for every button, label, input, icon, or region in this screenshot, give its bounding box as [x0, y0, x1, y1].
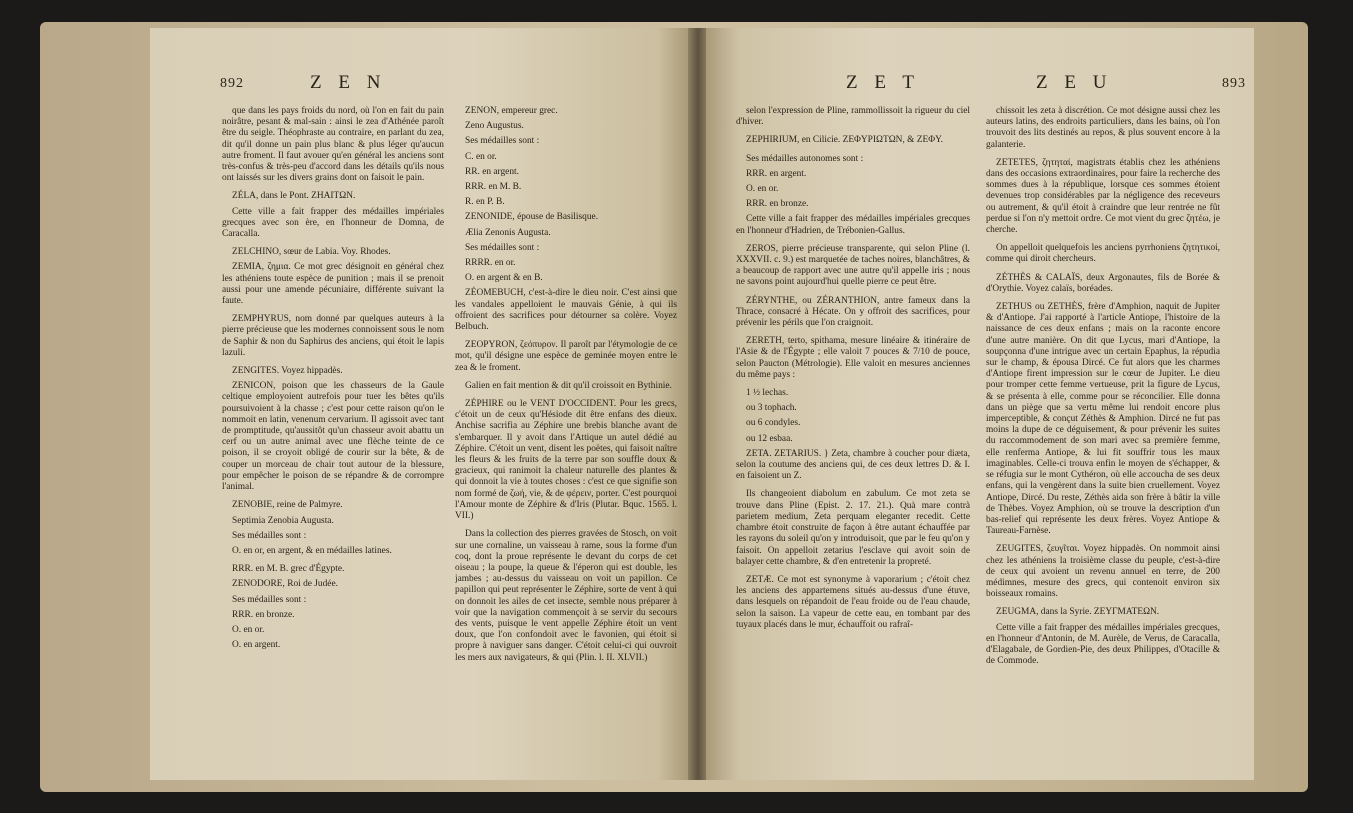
- text-paragraph: ou 6 condyles.: [746, 418, 801, 429]
- text-paragraph: O. en or.: [232, 624, 265, 635]
- text-paragraph: ZÉRYNTHE, ou ZÉRANTHION, antre fameux dans la Thrace, consacré à Hécate. On y offroit des sacrifices, pour prévenir les périls que l'on craignoit.: [736, 295, 970, 329]
- left-page: [150, 28, 690, 780]
- text-paragraph: Cette ville a fait frapper des médailles impériales grecques en l'honneur d'Hadrien, de Trébonien-Gallus.: [736, 214, 970, 236]
- left-running-head: Z E N: [310, 72, 387, 93]
- text-paragraph: C. en or.: [465, 151, 497, 162]
- text-paragraph: RRR. en M. B. grec d'Égypte.: [232, 564, 345, 575]
- text-paragraph: ZENICON, poison que les chasseurs de la Gaule celtique employoient autrefois pour tuer les bêtes qu'ils poursuivoient à la chasse ; c'est pour cette raison qu'on le nommoit en latin, venenum cervarium. Il agissoit avec tant de promptitude, qu'aussitôt qu'un chasseur avoit abattu un cerf ou un autre animal avec une flèche teinte de ce poison, il se croyoit obligé de courir sur la bête, & de couper un morceau de chair tout autour de la blessure, pour empêcher le poison de se répandre & de corrompre l'animal.: [222, 381, 444, 493]
- text-paragraph: RRR. en argent.: [746, 168, 807, 179]
- text-paragraph: Ses médailles sont :: [465, 242, 540, 253]
- text-paragraph: ZÉTHÈS & CALAÏS, deux Argonautes, fils de Borée & d'Orythie. Voyez calaïs, boréades.: [986, 272, 1220, 294]
- text-paragraph: RRR. en bronze.: [232, 609, 295, 620]
- text-paragraph: ZELCHINO, sœur de Labia. Voy. Rhodes.: [232, 247, 391, 258]
- text-paragraph: ZENOBIE, reine de Palmyre.: [232, 500, 343, 511]
- text-paragraph: RRRR. en or.: [465, 258, 516, 269]
- text-paragraph: ZETÆ. Ce mot est synonyme à vaporarium ; c'étoit chez les anciens des appartemens situés au-dessus d'une étuve, dans lesquels on répandoit de l'eau froide ou de l'eau chaude, selon la saison. La vapeur de cette eau, en tombant par des tuyaux placés dans le mur, échauffoit ou rafraî-: [736, 574, 970, 630]
- text-paragraph: Ils changeoient diabolum en zabulum. Ce mot zeta se trouve dans Pline (Epist. 2. 17. 21.). Quà mare contrà parietem medium, Zeta perquam eleganter recedit. Cette chambre étoit construite de façon à être autant échauffée par les rayons du soleil qu'on y introduisoit, que par le feu qu'on y faisoit. On appelloit zetarius l'esclave qui avoit soin de balayer cette chambre, & d'en entretenir la propreté.: [736, 489, 970, 567]
- text-paragraph: RRR. en bronze.: [746, 199, 809, 210]
- text-paragraph: R. en P. B.: [465, 197, 505, 208]
- right-page: [706, 28, 1254, 780]
- text-paragraph: ZEUGMA, dans la Syrie. ZEYΓMATEΩN.: [996, 607, 1160, 618]
- text-paragraph: ZETETES, ζητηταί, magistrats établis chez les athéniens dans des occasions extraordinaires, pour faire la recherche des sommes dues à la république, lorsque ces sommes étoient devenues trop considérables par la négligence des receveurs ou autrement, & qu'il étoit à craindre que leur rentrée ne fût perdue si l'on n'y mettoit ordre. Ce mot vient du grec ζητέω, je cherche.: [986, 157, 1220, 236]
- text-paragraph: ou 3 tophach.: [746, 403, 797, 414]
- text-paragraph: ZEPHIRIUM, en Cilicie. ZEΦYPIΩTΩN, & ZEΦY.: [746, 135, 943, 146]
- text-paragraph: ZEROS, pierre précieuse transparente, qui selon Pline (l. XXXVII. c. 9.) est marquetée de taches noires, blanchâtres, & a beaucoup de rapport avec une autre qu'il appelle iris ; nous ne savons point aujourd'hui quelle pierre ce peut être.: [736, 243, 970, 288]
- text-paragraph: ZENGITES. Voyez hippadès.: [232, 366, 343, 377]
- text-paragraph: O. en or.: [746, 184, 779, 195]
- text-paragraph: O. en argent & en B.: [465, 273, 543, 284]
- left-column-1: [222, 106, 444, 780]
- text-paragraph: ZETHUS ou ZETHÈS, frère d'Amphion, naquit de Jupiter & d'Antiope. J'ai rapporté à l'article Antiope, l'histoire de la naissance de ces deux enfans ; mais on la raconte encore d'une autre manière. On dit que Lycus, mari d'Antiope, la soupçonna d'une intrigue avec un certain Epaphus, la répudia sur le champ, & épousa Dircé. Ce fut alors que les charmes d'Antiope firent impression sur le cœur de Jupiter. Le dieu pour tromper cette femme vertueuse, prit la figure de Lycus, & se présenta à elle, comme pour se réconcilier. Elle donna dans un piège que sa vertu même lui rendoit encore plus imperceptible, & conçut Zéthès & Amphion. Dircé ne fut pas moins la dupe de ce déguisement, & pour prévenir les suites du raccommodement de son mari avec sa première femme, elle renferma Antiope, & lui fit souffrir tous les maux imaginables. Celle-ci trouva enfin le moyen de s'échapper, & se réfugia sur le mont Cythéron, où elle accoucha de ses deux enfans, qui la vengèrent dans la suite bien cruellement. Voyez Antiope, Dircé. Du reste, Zéthès aida son frère à bâtir la ville de Thèbes. Voyez Amphion, où se trouve la description d'un bas-relief qui représente les deux frères. Voyez Antiope & Taureau-Farnèse.: [986, 302, 1220, 537]
- text-paragraph: ZETA. ZETARIUS. } Zeta, chambre à coucher pour diæta, selon la coutume des anciens qui, de ces deux lettres D. & I. en faisoient un Z.: [736, 448, 970, 482]
- text-paragraph: ZÉOMEBUCH, c'est-à-dire le dieu noir. C'est ainsi que les vandales appelloient le mauvais Génie, à qui ils offroient des sacrifices pour détourner sa colère. Voyez Belbuch.: [455, 288, 677, 333]
- text-paragraph: ZÉLA, dans le Pont. ZHAITΩN.: [232, 191, 356, 202]
- right-running-head-right: Z E U: [1036, 72, 1113, 93]
- text-paragraph: Galien en fait mention & dit qu'il croissoit en Bythinie.: [465, 380, 672, 391]
- text-paragraph: ZÉNON, empereur grec.: [465, 106, 558, 116]
- text-paragraph: RRR. en M. B.: [465, 182, 522, 193]
- text-paragraph: Ses médailles autonomes sont :: [746, 153, 864, 164]
- left-page-number: 892: [220, 76, 244, 91]
- text-paragraph: ZEOPYRON, ζεόπυρον. Il paroît par l'étymologie de ce mot, qu'il désigne une espèce de geminée moyen entre le zea & le froment.: [455, 340, 677, 373]
- text-paragraph: Ses médailles sont :: [465, 136, 540, 147]
- right-column-1: [736, 106, 970, 780]
- text-paragraph: Zeno Augustus.: [465, 121, 524, 132]
- right-running-head-left: Z E T: [846, 72, 920, 93]
- text-paragraph: Ælia Zenonis Augusta.: [465, 227, 551, 238]
- book-gutter: [688, 28, 708, 780]
- text-paragraph: Septimia Zenobia Augusta.: [232, 515, 334, 526]
- text-paragraph: ZEUGITES, ζευγῖται. Voyez hippadès. On nommoit ainsi chez les athéniens la troisième classe du peuple, c'est-à-dire de ceux qui avoient un revenu annuel en terre, de 200 médimnes, mesure des grecs, qui contenoit environ six boisseaux romains.: [986, 544, 1220, 600]
- left-column-2: [455, 106, 677, 780]
- right-page-number: 893: [1222, 76, 1246, 91]
- text-paragraph: Ses médailles sont :: [232, 530, 307, 541]
- right-column-2: [986, 106, 1220, 780]
- text-paragraph: ZÉPHIRE ou le VENT D'OCCIDENT. Pour les grecs, c'étoit un de ceux qu'Hésiode dit être enfans des dieux. Anchise sacrifia au Zéphire une brebis blanche avant de s'embarquer. Il y avoit dans l'Attique un autel dédié au Zéphire. C'étoit un vent, disent les poëtes, qui faisoit naître les fleurs & les fruits de la terre par son souffle doux & gracieux, qui ranimoit la chaleur naturelle des plantes & qui donnoit la vie à toutes choses : c'est ce que signifie son nom formé de ζωή, vie, & de φέρειν, porter. C'est pourquoi l'Amour monte de Zéphire & d'Iris (Plutar. Bquc. 1565. l. VII.): [455, 399, 677, 522]
- text-paragraph: selon l'expression de Pline, rammollissoit la rigueur du ciel d'hiver.: [736, 106, 970, 128]
- text-paragraph: Cette ville a fait frapper des médailles impériales grecques avec son ère, en l'honneur de Domna, de Caracalla.: [222, 206, 444, 240]
- text-paragraph: Cette ville a fait frapper des médailles impériales grecques, en l'honneur d'Antonin, de M. Aurèle, de Verus, de Caracalla, d'Elagabale, de Gordien-Pie, des deux Philippes, d'Otacille & de Commode.: [986, 622, 1220, 667]
- text-paragraph: RR. en argent.: [465, 166, 519, 177]
- text-paragraph: ZEMIA, ζημια. Ce mot grec désignoit en général chez les athéniens toute espèce de punition ; mais il se prenoit aussi pour une amende pécuniaire, différente suivant la faute.: [222, 262, 444, 307]
- text-paragraph: ou 12 esbaa.: [746, 433, 793, 444]
- text-paragraph: ZENONIDE, épouse de Basilisque.: [465, 212, 599, 223]
- text-paragraph: ZERETH, terto, spithama, mesure linéaire & itinéraire de l'Asie & de l'Égypte ; elle valoit 7 pouces & 7/10 de pouce, selon Paucton (Métrologie). Elle valoit en mesures anciennes du même pays :: [736, 336, 970, 380]
- text-paragraph: Ses médailles sont :: [232, 594, 307, 605]
- text-paragraph: ZENODORE, Roi de Judée.: [232, 579, 338, 590]
- text-paragraph: chissoit les zeta à discrétion. Ce mot désigne aussi chez les auteurs latins, des endroits particuliers, dans les bains, où l'on trouvoit des lits destinés au repos, & plus souvent encore à la galanterie.: [986, 106, 1220, 150]
- text-paragraph: que dans les pays froids du nord, où l'on en fait du pain noirâtre, pesant & mal-sain : ainsi le zea d'Athénée paroît être du seigle. Théophraste au contraire, en parlant du zea, dit qu'il donne un pain plus blanc & plus léger qu'aucun autre froment. Il faut avouer qu'en général les anciens sont très-confus & très-peu d'accord dans les détails qu'ils nous ont laissés sur les divers grains dont on faisoit le pain.: [222, 106, 444, 184]
- text-paragraph: O. en argent.: [232, 640, 281, 651]
- text-paragraph: O. en or, en argent, & en médailles latines.: [232, 545, 392, 556]
- text-paragraph: On appelloit quelquefois les anciens pyrrhoniens ζητητικοί, comme qui diroit chercheurs.: [986, 243, 1220, 265]
- text-paragraph: Dans la collection des pierres gravées de Stosch, on voit sur une cornaline, un vaisseau à rame, sous la forme d'un coq, dont la proue représente le devant du corps de cet oiseau ; la poupe, la queue & l'éperon qui est double, les jambes ; au-dessus du vaisseau on voit un papillon. Ce papillon qui peut représenter le Zéphire, sorte de vent à qui on donnoit les ailes de cet insecte, semble nous préparer à voir que la navigation commençoit à se servir du secours des vents, puisque le vent appelle Zéphire étoit un vent doux, que l'on confondoit avec le favonien, qui étoit si propre à naviguer sans danger. C'étoit celui-ci qui ouvroit les mers aux navigateurs, & qui (Plin. l. II. XLVII.): [455, 529, 677, 663]
- text-paragraph: 1 ½ lechas.: [746, 388, 789, 399]
- text-paragraph: ZEMPHYRUS, nom donné par quelques auteurs à la pierre précieuse que les modernes connoissent sous le nom de Saphir & non du Saphirus des anciens, qui étoit le lapis lazuli.: [222, 314, 444, 358]
